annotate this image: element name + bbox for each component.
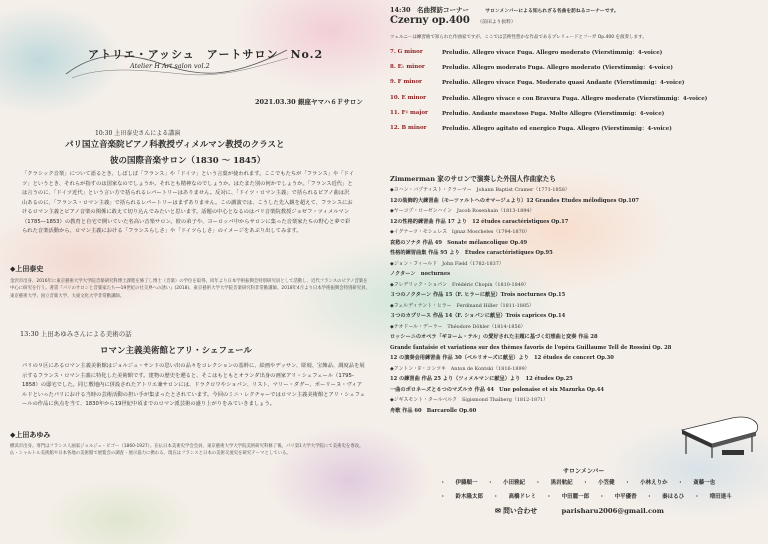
member-name: 小田雅紀 xyxy=(503,480,526,486)
work-title: ３つのカプリース 作品 14（F. ショパンに献呈）Trois caprices Op.14 xyxy=(390,313,566,319)
work-title: Grande fantaisie et variations sur des thèmes favoris de l'opéra Guillaume Tell de Rossini Op. 28 xyxy=(390,344,672,351)
prelude-item xyxy=(390,90,765,105)
prelude-key: 8. E♭ minor xyxy=(390,63,425,70)
composer-name: ◆フレデリック・ショパン Frédéric Chopin（1810-1849） xyxy=(390,281,529,288)
prelude-list xyxy=(390,44,765,136)
prelude-key: 12. B minor xyxy=(390,125,427,132)
member-name: 増田達斗 xyxy=(709,494,732,500)
composer-name: ◆ジョン・フィールド John Field（1782-1837） xyxy=(390,260,504,267)
composer-name: ◆イグナーツ・モシェレス Ignaz Moscheles（1794-1870） xyxy=(390,229,530,235)
member-name: 高橋ドレミ xyxy=(508,494,537,500)
prelude-title: Preludio. Allegro agitato ed energico Fuga. Allegro (Vierstimmig：4-voice) xyxy=(442,126,672,133)
speaker2-name: ◆上田あゆみ xyxy=(10,431,51,439)
members-row xyxy=(440,478,760,486)
talk1-paragraph: 「クラシック音楽」について語るとき、しばしば「フランス」や「ドイツ」という言葉が使われます。ここでもたちが「フランス」や「ドイツ」というとき、それらが指すのは国家なのでしょうか。それとも精神なのでしょうか。はたまた別の何かでしょうか。「フランス近代」とは言うのに、「ドイツ近代」という言い方で括られるレパートリーはありません。反対に、「ドイツ・ロマン主義」で括られるピアノ曲は沢山あるのに、「フランス・ロマン主義」で括られるレパートリーはまずありません。この講演では、こうした先入観を超えて、フランスにおけるロマン主義とピアノ音楽の関係に敢えて切り込んでみたいと思います。話題の中心となるのはパリ音楽院教授ジョゼフ・ツィメルマン（1785—1853）の教育と自宅で開いていた名高い音楽サロン。彼の弟子や、ヨーロッパ中からサロンに集った音楽家たちの野心と夢で彩られた音楽活動から、ロマン主義における「フランスらしさ」や「ドイツらしさ」のイメージをあぶり出してみます。 xyxy=(22,171,355,235)
members-list xyxy=(440,478,760,506)
contact-label: 問い合わせ xyxy=(503,507,538,515)
composer-name: ◆アントン・F・コンツキ Anton de Kontski（1816-1899） xyxy=(390,365,530,372)
talk2-time-speaker: 13:30 上田あゆみさんによる美術の話 xyxy=(20,330,132,338)
members-row xyxy=(440,492,760,500)
member-name: 中平優香 xyxy=(614,494,637,500)
concert-header-title: 14:30 名曲探訪コーナー xyxy=(390,6,469,14)
bullet-icon: ・ xyxy=(624,480,631,486)
work-title: 12 の演奏会用練習曲 作品 30（ベルリオーズに献呈）より 12 études de concert Op.30 xyxy=(390,355,614,361)
concert-header-sub: サロンメンバーによる知られざる名曲を訪ねるコーナーです。 xyxy=(485,8,619,14)
members-header: サロンメンバー xyxy=(563,468,605,475)
talk1-time-speaker: 10:30 上田泰史さんによる講演 xyxy=(95,130,181,137)
prelude-key: 11. F♯ major xyxy=(390,109,428,116)
talk2-paragraph: パリの９区にあるロマン主義美術館はジョルジュ・サンドの思い出の品々をコレクションの基幹に、絵画やデッサン、彫刻、宝飾品、調度品を展示するフランス・ロマン主義に特化した美術館です。建物の歴史を遡ると、そこはもともとオランダ出身の画家アリ・シェフェール（1795-1858）の邸宅でした。同じ敷地内に併設されたアトリエ兼サロンには、ドラクロワやショパン、リスト、マリー・ダグー、ポーリーヌ・ヴィアルドといったパリにおける当時の芸術活動の担い手が集まったとされています。今回のミニ・レクチャーではロマン主義美術館とアリ・シェフェールの作品に焦点を当て、1830年から19世紀中頃までのロマン派芸術の盛り上がりをみていきましょう。 xyxy=(22,363,366,408)
prelude-key: 10. E minor xyxy=(390,94,427,101)
work-title: 12の装飾的大練習曲（モーツァルトへのオマージュより）12 Grandes Etudes mélodiques Op.107 xyxy=(390,197,640,204)
talk1-heading-line1: パリ国立音楽院ピアノ科教授ヴィメルマン教授のクラスと xyxy=(65,140,285,150)
bullet-icon: ・ xyxy=(487,480,494,486)
work-title: 性格的練習曲集 作品 95 より Études caractéristiques Op.95 xyxy=(390,250,553,256)
member-name: 小笠健 xyxy=(598,480,615,486)
composer-name: ◆ヨハン・バプティスト・クラーマー Johann Baptist Cramer（1771-1858） xyxy=(390,187,570,193)
czerny-description: ツェルニーは練習曲で知られた作曲家ですが、ここでは芸術性豊かな作品であるプレリュードとフーガ Op.400 を演奏します。 xyxy=(390,35,647,40)
work-title: ノクターン nocturnes xyxy=(390,271,451,277)
bullet-icon: ・ xyxy=(440,480,446,486)
member-name: 中田麗一郎 xyxy=(561,494,590,500)
work-title: ロッシーニのオペラ「ギヨーム・テル」の愛好された主題に基づく幻想曲と変奏 作品 28 xyxy=(390,334,598,340)
event-date-venue: 2021.03.30 銀座ヤマハ６Ｆサロン xyxy=(255,98,363,106)
right-column xyxy=(380,0,768,544)
prelude-title: Preludio. Allegro moderato Fuga. Allegro moderato (Vierstimmig：4-voice) xyxy=(442,64,673,71)
speaker1-name: ◆上田泰史 xyxy=(10,265,44,273)
left-column xyxy=(0,0,380,544)
work-title: 一曲のポロネーズと６つのマズルカ 作品 44 Une polonaise et six Mazurka Op.44 xyxy=(390,386,604,393)
prelude-item xyxy=(390,44,765,59)
talk1-heading-line2: 彼の国際音楽サロン（1830 ～ 1845） xyxy=(110,156,266,166)
member-name: 斎藤一也 xyxy=(693,480,716,486)
prelude-item xyxy=(390,105,765,120)
speaker2-bio: 横浜市出身。専門はフランス人画家ジョルジュ・ビゴー（1860-1927）。在仏日本美術史学会会員。東京藝術大学大学院美術研究科修了後、パリ第1大学大学院にて美術史を専攻。仏・シャルトル美術館や日本各地の美術館で展覧会の調査・展示協力に携わる。現在はフランスと日本の美術交流史を研究テーマとしている。 xyxy=(10,444,364,457)
prelude-title: Preludio. Allegro vivace Fuga. Allegro moderato (Vierstimmig：4-voice) xyxy=(442,49,663,56)
prelude-title: Preludio. Allegro vivace e con Bravura Fuga. Allegro moderato (Vierstimmig：4-voice) xyxy=(442,95,708,102)
prelude-title: Preludio. Andante maestoso Fuga. Molto Allegro (Vierstimmig：4-voice) xyxy=(442,110,665,117)
czerny-name: Czerny op.400 xyxy=(390,15,470,26)
work-title: 哀愁のソナタ 作品 49 Sonate mélancolique Op.49 xyxy=(390,239,528,246)
member-name: 小林えりか xyxy=(640,480,668,486)
work-title: 舟歌 作品 60 Barcarolle Op.60 xyxy=(390,407,477,414)
contact-email: parisharu2006@gmail.com xyxy=(561,507,664,515)
composer-name: ◆ジギスモント・タールベルク Sigismond Thalberg（1812-1871） xyxy=(390,397,549,403)
prelude-key: 9. F minor xyxy=(390,79,422,86)
prelude-item xyxy=(390,59,765,74)
czerny-note: （前田より抜粋） xyxy=(477,20,516,25)
mail-icon: ✉ xyxy=(495,507,501,515)
composer-name: ◆テオドール・デーラー Théodore Döhler（1814-1856） xyxy=(390,323,526,330)
talk2-heading: ロマン主義美術館とアリ・シェフェール xyxy=(100,346,252,356)
grand-piano-icon xyxy=(672,410,764,460)
work-title: 12 の練習曲 作品 25 より（ツィメルマンに献呈）より 12 études Op.25 xyxy=(390,376,573,382)
page-title: アトリエ・アッシュ アートサロン No.2 xyxy=(88,48,324,61)
prelude-title: Preludio. Allegro vivace Fuga. Moderato quasi Andante (Vierstimmig：4-voice) xyxy=(442,80,685,87)
member-name: 鈴木隆太郎 xyxy=(455,494,484,500)
bullet-icon: ・ xyxy=(599,494,605,500)
contact xyxy=(495,505,664,515)
bullet-icon: ・ xyxy=(646,494,653,500)
concert-header xyxy=(390,5,619,14)
bullet-icon: ・ xyxy=(546,494,552,500)
work-title: 12の性格的練習曲 作品 17 より 12 études caractéristiques Op.17 xyxy=(390,218,569,225)
composer-work-list xyxy=(390,185,765,416)
bullet-icon: ・ xyxy=(582,480,589,486)
bullet-icon: ・ xyxy=(535,480,541,486)
member-name: 伊藤順一 xyxy=(455,480,478,486)
member-name: 黒岩航紀 xyxy=(550,480,573,486)
bullet-icon: ・ xyxy=(493,494,499,500)
speaker1-bio: 金沢市出身。2016年に東京藝術大学大学院音楽研究科博士課程を修了し博士（音楽）の学位を取得。同年より日本学術振興会特別研究員として活動し、近代フランスのピアノ音楽を中心に研究を行う。著書『パリのサロンと音楽家たち──19世紀の社交界への誘い』(2018)、東京藝術大学大学院音楽研究科非常勤講師。2018年4月より日本学術振興会特別研究員、東京藝術大学、国立音楽大学、大東文化大学非常勤講師。 xyxy=(10,279,370,299)
bullet-icon: ・ xyxy=(694,494,700,500)
work-title: ３つのノクターン 作品 15（F. ヒラーに献呈）Trois nocturnes Op.15 xyxy=(390,292,566,298)
bullet-icon: ・ xyxy=(440,494,446,500)
czerny-title xyxy=(390,15,516,26)
zimmerman-header: Zimmerman 家のサロンで演奏した外国人作曲家たち xyxy=(390,175,556,183)
member-name: 秦はるひ xyxy=(662,494,685,500)
prelude-item xyxy=(390,75,765,90)
prelude-item xyxy=(390,120,765,135)
prelude-key: 7. G minor xyxy=(390,48,423,55)
composer-name: ◆フェルディナント・ヒラー Ferdinand Hiller（1811-1885） xyxy=(390,302,534,309)
composer-name: ◆ヤーコプ・ローゼンハイン Jacob Rosenhain（1813-1894） xyxy=(390,208,535,214)
page-subtitle: Atelier H Art salon vol.2 xyxy=(130,62,210,70)
bullet-icon: ・ xyxy=(677,480,684,486)
